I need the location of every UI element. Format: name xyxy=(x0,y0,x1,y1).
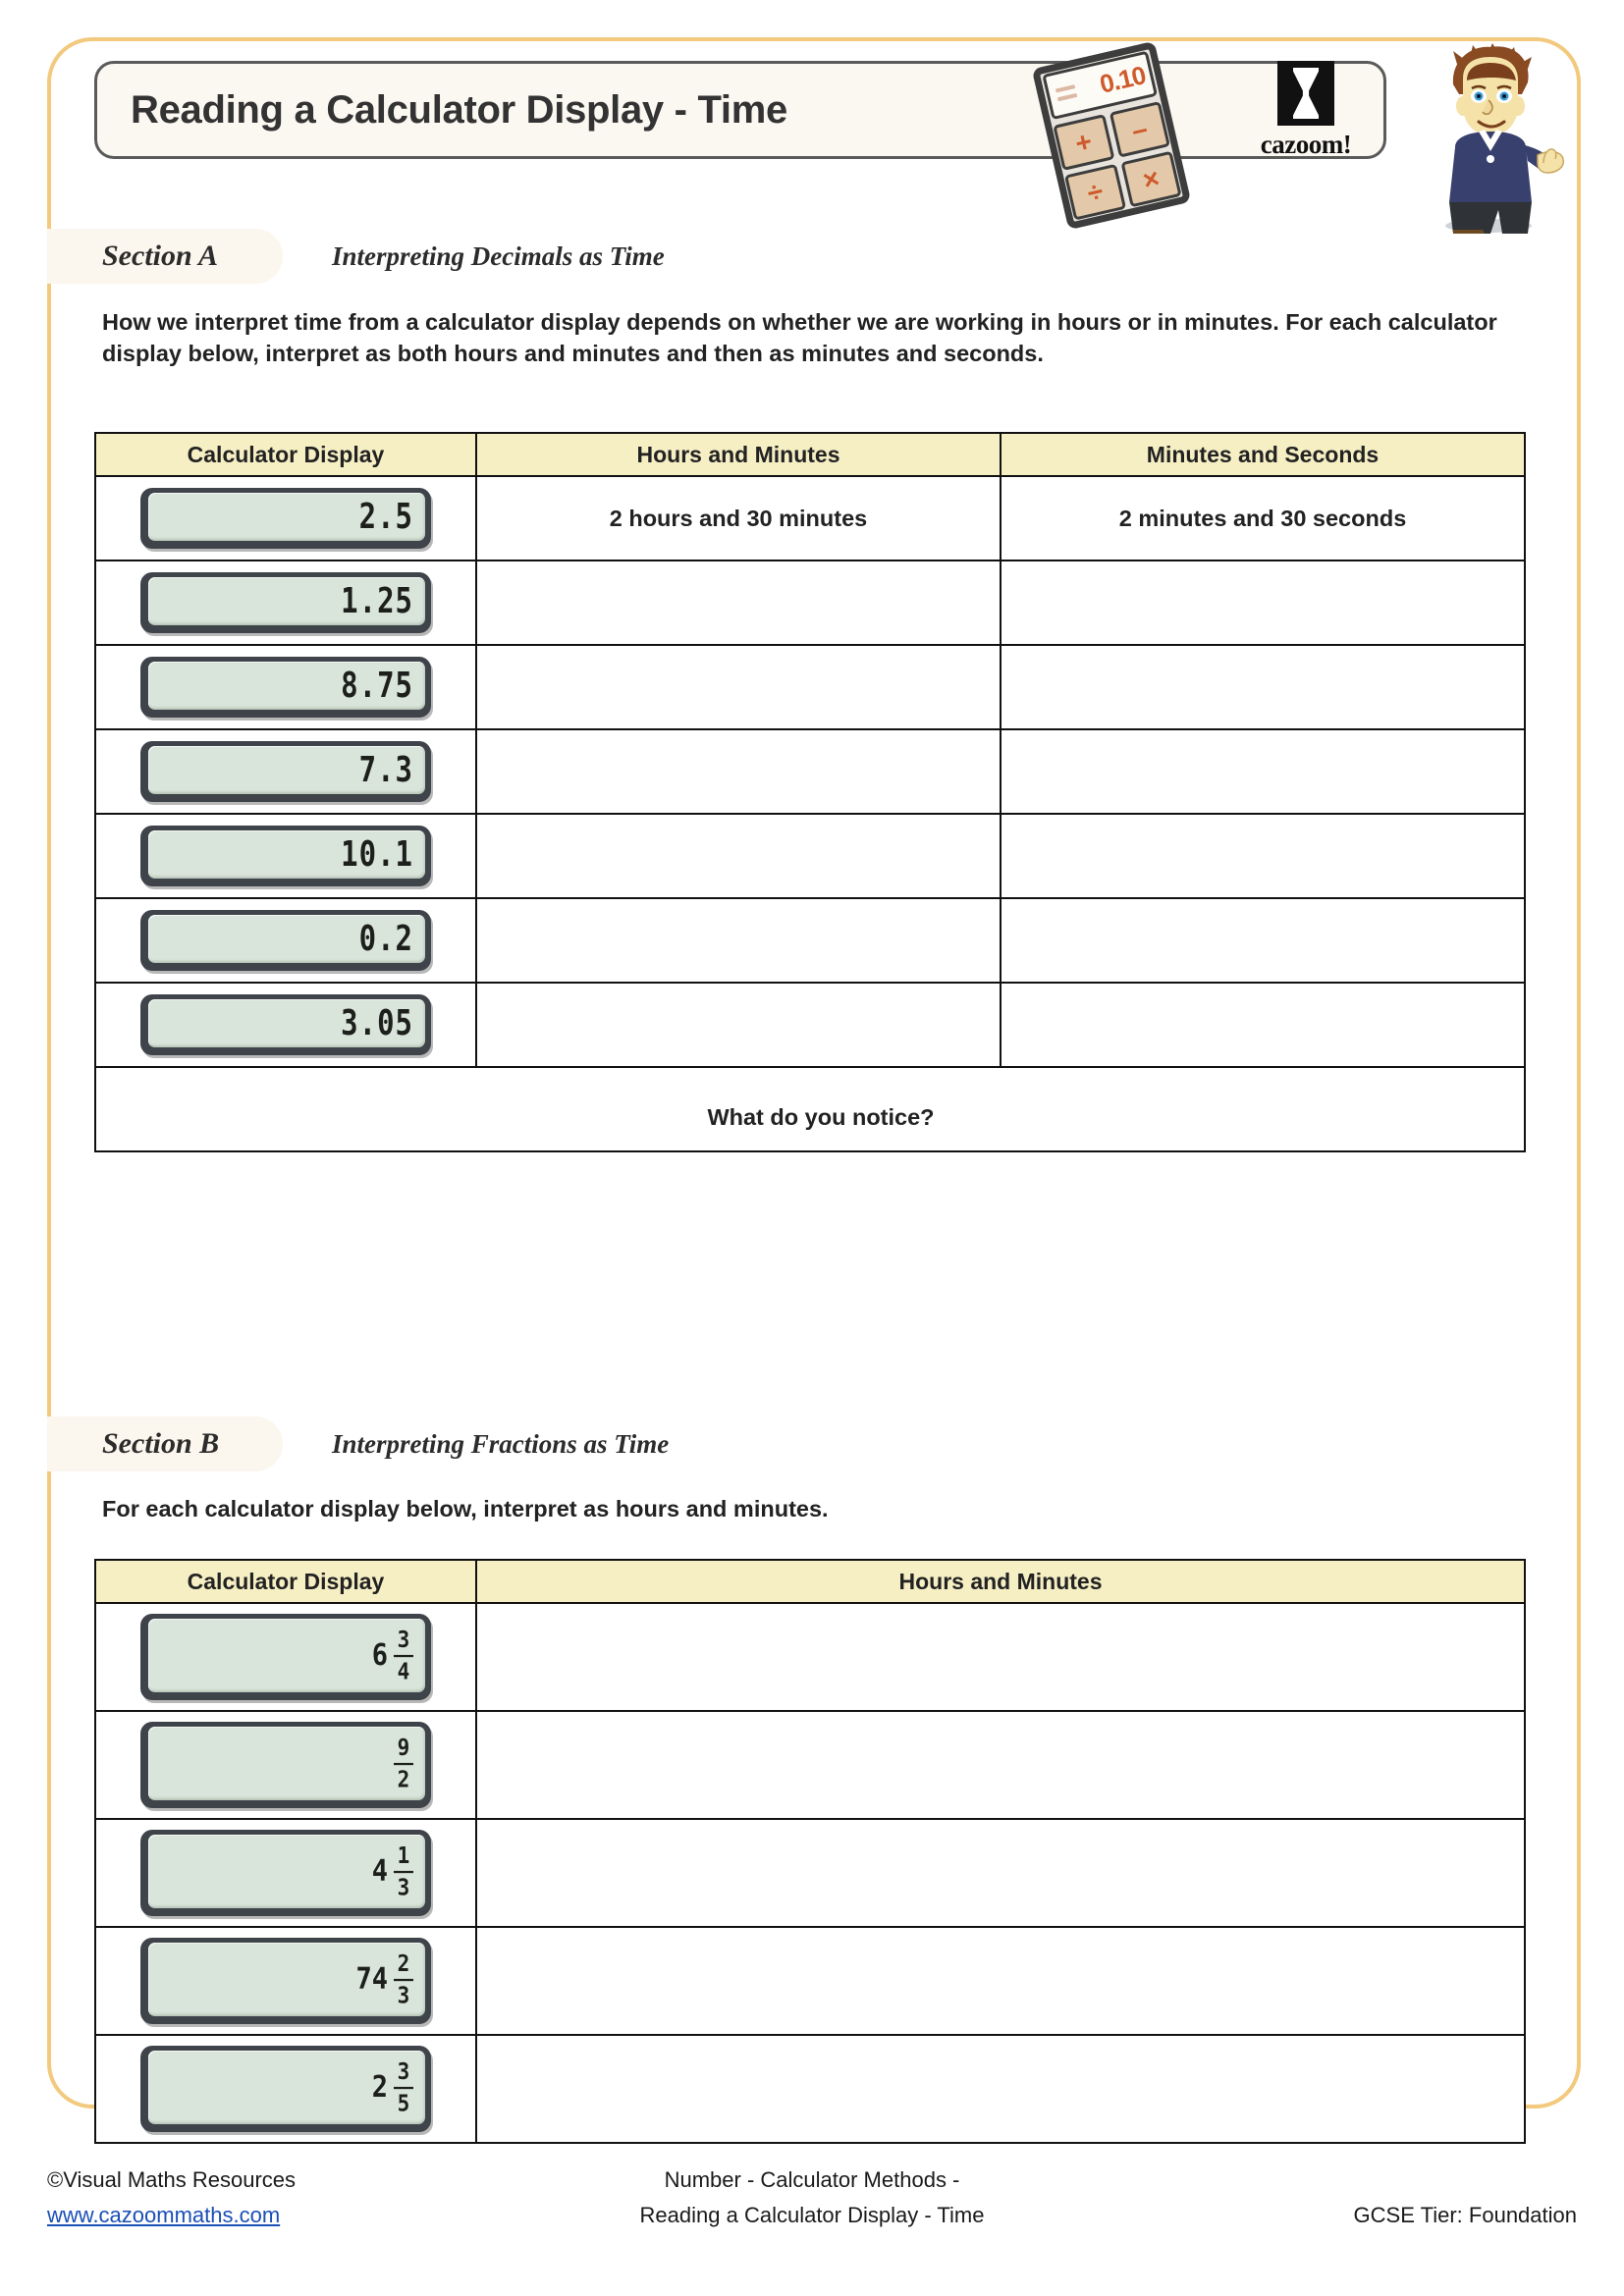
plus-icon: + xyxy=(1053,114,1114,171)
whole-part: 2 xyxy=(371,2070,388,2105)
section-b-table xyxy=(94,1559,1526,2144)
calculator-display-cell xyxy=(95,561,476,645)
col-hours-and-minutes: Hours and Minutes xyxy=(476,433,1001,476)
answer-minutes-seconds[interactable] xyxy=(1001,814,1525,898)
answer-minutes-seconds[interactable] xyxy=(1001,729,1525,814)
section-a-header xyxy=(47,229,283,284)
answer-hours-minutes[interactable] xyxy=(476,814,1001,898)
footer-topic-line-2: Reading a Calculator Display - Time xyxy=(639,2203,985,2227)
table-row xyxy=(95,476,1525,561)
calculator-display xyxy=(140,1614,431,1700)
mascot-boy-illustration xyxy=(1394,37,1581,234)
answer-minutes-seconds[interactable] xyxy=(1001,898,1525,983)
table-row xyxy=(95,1927,1525,2035)
calculator-display-cell xyxy=(95,645,476,729)
answer-hours-minutes[interactable] xyxy=(476,729,1001,814)
denominator: 3 xyxy=(397,1873,410,1900)
calculator-display-cell xyxy=(95,814,476,898)
calculator-display-cell xyxy=(95,476,476,561)
calculator-display-cell xyxy=(95,729,476,814)
numerator: 2 xyxy=(397,1949,410,1977)
table-header-row xyxy=(95,433,1525,476)
page-title: Reading a Calculator Display - Time xyxy=(131,87,787,132)
section-a-instructions: How we interpret time from a calculator display depends on whether we are working in hours or in minutes. For each calculator display below, interpret as both hours and minutes and then as minutes and seconds. xyxy=(102,309,1497,366)
mixed-number xyxy=(372,1844,413,1898)
col-minutes-and-seconds: Minutes and Seconds xyxy=(1001,433,1525,476)
display-value: 3.05 xyxy=(341,1002,413,1043)
fraction-icon xyxy=(394,1949,413,2008)
calculator-display xyxy=(140,1722,431,1808)
calculator-display-cell xyxy=(95,983,476,1067)
section-b-label: Section B xyxy=(102,1427,220,1460)
cazoom-wordmark: cazoom! xyxy=(1260,130,1352,159)
calculator-display xyxy=(140,994,431,1055)
footer-website-link[interactable]: www.cazoommaths.com xyxy=(47,2203,281,2227)
answer-minutes-seconds[interactable]: 2 minutes and 30 seconds xyxy=(1001,476,1525,561)
answer-hours-minutes[interactable] xyxy=(476,561,1001,645)
calculator-display xyxy=(140,657,431,718)
calculator-display-cell xyxy=(95,1819,476,1927)
section-a-label: Section A xyxy=(102,240,219,272)
what-do-you-notice-box[interactable]: What do you notice? xyxy=(95,1067,1525,1151)
numerator: 9 xyxy=(397,1734,410,1761)
hourglass-icon xyxy=(1277,61,1334,126)
title-bar xyxy=(94,61,1386,159)
whole-part: 4 xyxy=(371,1854,388,1889)
denominator: 2 xyxy=(397,1765,410,1792)
calculator-display xyxy=(140,2046,431,2132)
numerator: 1 xyxy=(397,1842,410,1869)
footer-copyright: ©Visual Maths Resources xyxy=(47,2167,297,2192)
equals-icon xyxy=(1056,84,1079,106)
table-row xyxy=(95,1711,1525,1819)
whole-part: 74 xyxy=(355,1962,388,1997)
numerator: 3 xyxy=(397,1626,410,1653)
calculator-display-cell xyxy=(95,2035,476,2143)
mixed-number xyxy=(388,1736,413,1790)
calculator-display-cell xyxy=(95,1927,476,2035)
cazoom-logo xyxy=(1245,61,1367,163)
footer-topic-line-1: Number - Calculator Methods - xyxy=(664,2167,960,2192)
multiply-icon: × xyxy=(1120,151,1182,208)
mixed-number xyxy=(355,1949,413,2008)
answer-hours-minutes[interactable]: 2 hours and 30 minutes xyxy=(476,476,1001,561)
table-row xyxy=(95,1603,1525,1711)
section-a-table xyxy=(94,432,1526,1152)
answer-minutes-seconds[interactable] xyxy=(1001,983,1525,1067)
display-value: 7.3 xyxy=(358,749,413,790)
table-row xyxy=(95,898,1525,983)
numerator: 3 xyxy=(397,2057,410,2085)
display-value: 1.25 xyxy=(341,580,413,621)
table-row xyxy=(95,645,1525,729)
table-row xyxy=(95,1819,1525,1927)
display-value: 0.2 xyxy=(358,918,413,959)
mixed-number xyxy=(371,2057,413,2116)
calculator-display xyxy=(140,1938,431,2024)
denominator: 4 xyxy=(397,1657,410,1684)
fraction-icon xyxy=(394,1844,413,1898)
page-footer xyxy=(0,2156,1624,2264)
answer-hours-minutes[interactable] xyxy=(476,1819,1525,1927)
answer-minutes-seconds[interactable] xyxy=(1001,645,1525,729)
divide-icon: ÷ xyxy=(1064,164,1126,221)
answer-hours-minutes[interactable] xyxy=(476,1603,1525,1711)
display-value: 8.75 xyxy=(341,665,413,706)
footer-tier: GCSE Tier: Foundation xyxy=(1353,2203,1577,2227)
calculator-display-cell xyxy=(95,1711,476,1819)
calculator-display xyxy=(140,741,431,802)
section-b-subtitle: Interpreting Fractions as Time xyxy=(332,1429,670,1459)
answer-minutes-seconds[interactable] xyxy=(1001,561,1525,645)
col-calculator-display: Calculator Display xyxy=(95,433,476,476)
minus-icon: – xyxy=(1109,101,1170,158)
section-b-instructions: For each calculator display below, interpret as hours and minutes. xyxy=(102,1496,829,1522)
table-header-row xyxy=(95,1560,1525,1603)
fraction-icon xyxy=(394,2057,413,2116)
notice-row xyxy=(95,1067,1525,1151)
answer-hours-minutes[interactable] xyxy=(476,2035,1525,2143)
col-hours-and-minutes: Hours and Minutes xyxy=(476,1560,1525,1603)
answer-hours-minutes[interactable] xyxy=(476,983,1001,1067)
denominator: 3 xyxy=(397,1981,410,2008)
answer-hours-minutes[interactable] xyxy=(476,1711,1525,1819)
calculator-display xyxy=(140,488,431,549)
fraction-icon xyxy=(394,1626,413,1684)
table-row xyxy=(95,561,1525,645)
calculator-display xyxy=(140,826,431,886)
calculator-display xyxy=(140,1830,431,1916)
answer-hours-minutes[interactable] xyxy=(476,898,1001,983)
display-value: 2.5 xyxy=(358,496,413,537)
calculator-display xyxy=(140,910,431,971)
calculator-icon-value: 0.10 xyxy=(1097,60,1149,99)
denominator: 5 xyxy=(397,2089,410,2116)
col-calculator-display: Calculator Display xyxy=(95,1560,476,1603)
table-row xyxy=(95,2035,1525,2143)
table-row xyxy=(95,983,1525,1067)
table-row xyxy=(95,729,1525,814)
section-a-subtitle: Interpreting Decimals as Time xyxy=(332,241,665,271)
answer-hours-minutes[interactable] xyxy=(476,1927,1525,2035)
fraction-icon xyxy=(394,1736,413,1790)
answer-hours-minutes[interactable] xyxy=(476,645,1001,729)
table-row xyxy=(95,814,1525,898)
whole-part: 6 xyxy=(371,1638,388,1673)
section-b-header xyxy=(47,1416,283,1471)
calculator-display-cell xyxy=(95,1603,476,1711)
display-value: 10.1 xyxy=(341,833,413,875)
calculator-display-cell xyxy=(95,898,476,983)
mixed-number xyxy=(371,1626,413,1684)
calculator-display xyxy=(140,572,431,633)
